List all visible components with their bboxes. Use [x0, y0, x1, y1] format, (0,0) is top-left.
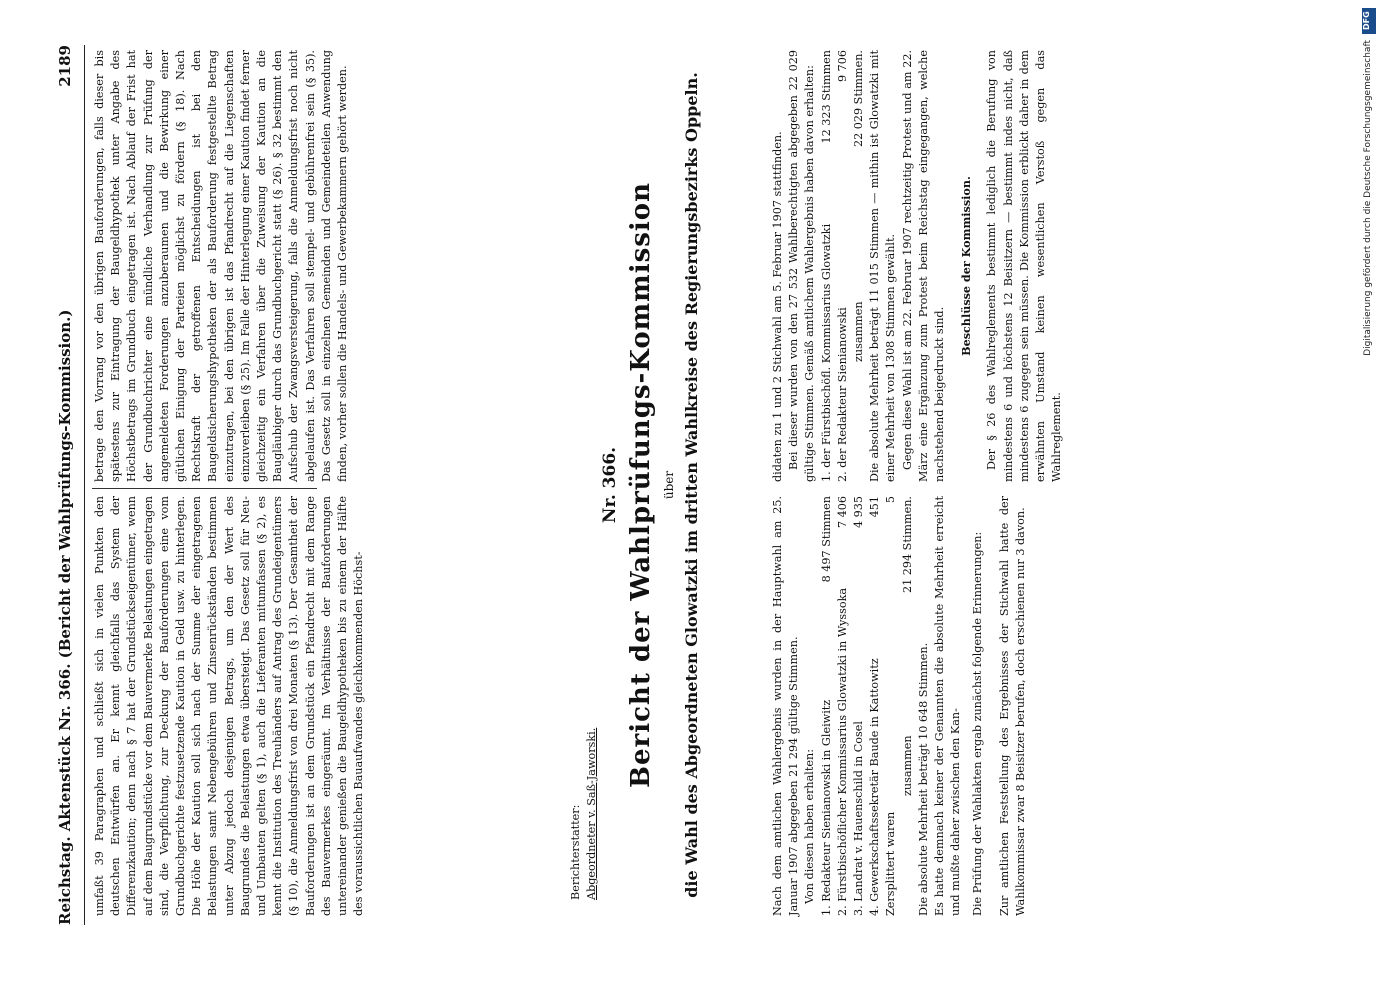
- candidate: 1. der Fürstbischöfl. Kommissarius Glowatzki: [819, 223, 833, 482]
- reporter-block: [568, 700, 600, 900]
- feststellung: Zur amtlichen Feststellung des Ergebnisses der Stichwahl hatte der Wahlkommissar zwar 8 Beisitzer berufen, doch erschienen nur 3 davon.: [997, 496, 1027, 916]
- votes: 451: [868, 496, 882, 518]
- votes: 5: [884, 496, 898, 504]
- votes: 7 406: [835, 496, 849, 529]
- paragraph: umfaßt 39 Paragraphen und schließt sich in vielen Punkten den deutschen Entwürfen an. Er kennt gleichfalls das System der Differenzkaution; denn nach § 7 hat der Grundstückseigentümer, wenn auf dem Baugrundstücke vor dem Bauvermerke Belastungen eingetragen sind, die Verpflichtung, zur Deckung der Bauforderungen eine vom Grundbuchgerichte festzusetzende Kaution in Geld usw. zu hinterlegen. Die Höhe der Kaution soll sich nach der Summe der eingetragenen Belastungen samt Nebengebühren und Zinsenrückständen bestimmen unter Abzug jedoch desjenigen Betrags, um den der Wert des Baugrundes die Belastungen etwa übersteigt. Das Gesetz soll für Neu- und Umbauten gelten (§ 1), auch die Lieferanten mitumfassen (§ 2), es kennt die Institution des Treuhänders auf Antrag des Grundeigentümers (§ 10), die Anmeldungsfrist von drei Monaten (§ 13). Der Gesamtheit der Bauforderungen ist an dem Grundstück ein Pfandrecht mit dem Range des Bauvermerkes eingeräumt. Im Verhältnisse der Bauforderungen untereinander genießen die Baugeldhypotheken bis zu einem der Hälfte des voraussichtlichen Bauaufwandes gleichkommenden Höchst-: [93, 496, 366, 916]
- reporter-name: Abgeordneter v. Saß-Jaworski.: [585, 727, 599, 900]
- beschluss-title: Beschlüsse der Kommission.: [959, 176, 974, 356]
- received: Von diesen haben erhalten:: [803, 749, 817, 904]
- result-row: [835, 50, 851, 482]
- column-divider: [92, 488, 317, 489]
- total-label: zusammen: [900, 735, 914, 796]
- candidate: 1. Redakteur Sienianowski in Gleiwitz: [819, 699, 833, 916]
- results-list: [819, 496, 916, 916]
- header-rule: [84, 45, 85, 925]
- page-number: 2189: [56, 45, 74, 87]
- top-right-column: [92, 50, 351, 482]
- dfg-logo: DFG: [1362, 8, 1376, 34]
- header-title: Reichstag. Aktenstück Nr. 366. (Bericht der Wahlprüfungs-Kommission.): [56, 309, 74, 925]
- absolute-majority: Die absolute Mehrheit beträgt 10 648 Stimmen.: [916, 642, 930, 916]
- candidate: 4. Gewerkschaftssekretär Baude in Kattowitz: [868, 658, 882, 916]
- ueber-label: über: [662, 470, 676, 500]
- reporter-label: Berichterstatter:: [569, 804, 582, 900]
- candidate: 2. der Redakteur Sienianowski: [835, 307, 849, 482]
- result-row: [819, 496, 835, 916]
- votes: 8 497 Stimmen: [819, 496, 833, 583]
- result-row: [819, 50, 835, 482]
- document-subtitle: die Wahl des Abgeordneten Glowatzki im dritten Wahlkreise des Regierungsbezirks Oppeln.: [682, 72, 701, 898]
- intro: Nach dem amtlichen Wahlergebnis wurden in der Hauptwahl am 25. Januar 1907 abgegeben 21 294 gültige Stimmen.: [771, 496, 801, 916]
- lower-right-column: [770, 50, 1065, 482]
- candidate: 2. Fürstbischöflicher Kommissarius Glowatzki in Wyssoka: [835, 587, 849, 916]
- total-row: [851, 50, 867, 482]
- absolute-majority: Die absolute Mehrheit beträgt 11 015 Stimmen — mithin ist Glowatzki mit einer Mehrheit von 1308 Stimmen gewählt.: [868, 50, 898, 482]
- paragraph: betrage den Vorrang vor den übrigen Bauforderungen, falls dieser bis spätestens zur Eintragung der Baugeldhypothek unter Angabe des Höchstbetrags im Grundbuch eingetragen ist. Nach Ablauf der Frist hat der Grundbuchrichter eine mündliche Verhandlung zur Prüfung der angemeldeten Forderungen anzuberaumen und die Bewirkung einer gütlichen Einigung der Parteien möglichst zu fördern (§ 18). Nach Rechtskraft der getroffenen Entscheidungen ist bei den Baugeldsicherungshypotheken der als Bauforderung festgestellte Betrag einzutragen, bei den übrigen ist das Pfandrecht auf die Liegenschaften einzuverleiben (§ 25). Im Falle der Hinterlegung einer Kaution findet ferner gleichzeitig ein Verfahren über die Zuweisung der Kaution an die Baugläubiger durch das Grundbuchgericht statt (§ 26). § 32 bestimmt den Aufschub der Zwangsversteigerung, falls die Anmeldungsfrist noch nicht abgelaufen ist. Das Verfahren soll stempel- und gebührenfrei sein (§ 35). Das Gesetz soll in einzelnen Gemeinden und Gemeindeteilen Anwendung finden, vorher sollen die Handels- und Gewerbekammern gehört werden.: [93, 50, 350, 482]
- dfg-credit: Digitalisierung gefördert durch die Deutsche Forschungsgemeinschaft: [1363, 40, 1373, 356]
- title-block: [600, 45, 701, 925]
- votes: 4 935: [852, 496, 866, 529]
- candidate: Zersplittert waren: [884, 811, 898, 916]
- total-value: 21 294 Stimmen.: [900, 496, 914, 594]
- no-majority: Es hatte demnach keiner der Genannten die absolute Mehrheit erreicht und mußte daher zwischen den Kan-: [933, 496, 963, 916]
- result-row: [835, 496, 851, 916]
- total-label: zusammen: [852, 301, 866, 362]
- beschluss: Der § 26 des Wahlreglements bestimmt lediglich die Berufung von mindestens 6 und höchstens 12 Beisitzern — bestimmt indes nicht, daß mindestens 6 zugegen sein müssen. Die Kommission erblickt daher in dem erwähnten Umstand keinen wesentlichen Verstoß gegen das Wahlreglement.: [985, 50, 1064, 482]
- votes: 12 323 Stimmen: [819, 50, 833, 144]
- result-row: [867, 496, 883, 916]
- document-title: Bericht der Wahlprüfungs-Kommission: [626, 182, 656, 788]
- dfg-sidebar: [1361, 8, 1377, 996]
- lower-left-column: [770, 496, 1029, 916]
- total-row: [900, 496, 916, 916]
- result-row: [883, 496, 899, 916]
- document-number: Nr. 366.: [600, 446, 620, 524]
- candidate: 3. Landrat v. Hauenschild in Cosel: [852, 721, 866, 916]
- protest: Gegen diese Wahl ist am 22. Februar 1907 rechtzeitig Protest und am 22. März eine Ergänzung zum Protest beim Reichstag eingegangen, welche nachstehend beigedruckt sind.: [900, 50, 947, 482]
- top-left-column: [92, 496, 367, 916]
- continuation: didaten zu 1 und 2 Stichwahl am 5. Februar 1907 stattfinden.: [771, 131, 784, 482]
- total-value: 22 029 Stimmen.: [852, 50, 866, 148]
- votes: 9 706: [835, 50, 849, 83]
- result-row: [851, 496, 867, 916]
- running-header: [56, 45, 82, 925]
- pruefung: Die Prüfung der Wahlakten ergab zunächst folgende Erinnerungen:: [971, 531, 985, 916]
- stichwahl-results: [819, 50, 868, 482]
- stichwahl: Bei dieser wurden von den 27 532 Wahlberechtigten abgegeben 22 029 gültige Stimmen. Gemäß amtlichem Wahlergebnis haben davon erhalten:: [787, 50, 817, 482]
